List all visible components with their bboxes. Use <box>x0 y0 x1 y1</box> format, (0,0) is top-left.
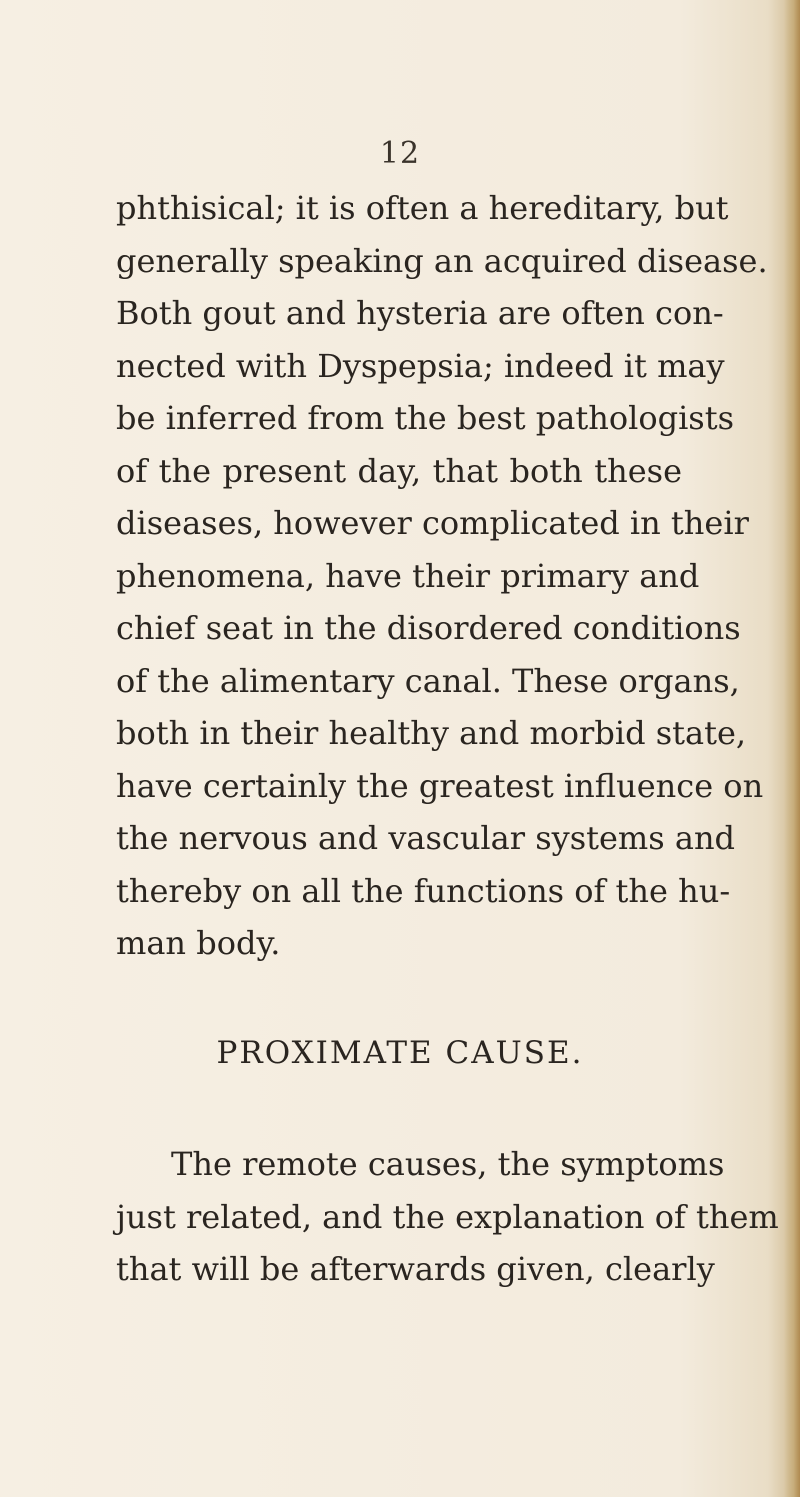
section-heading: PROXIMATE CAUSE. <box>216 1035 584 1071</box>
text-line: both in their healthy and morbid state, <box>116 714 747 752</box>
page-edge-shadow <box>784 0 800 1497</box>
text-line: of the present day, that both these <box>116 451 682 490</box>
text-line: man body. <box>116 924 281 962</box>
text-line: phthisical; it is often a hereditary, but <box>116 189 729 227</box>
text-line: that will be afterwards given, clearly <box>116 1250 715 1288</box>
text-line: just related, and the explanation of them <box>116 1197 779 1236</box>
text-line: generally speaking an acquired disease. <box>116 241 768 280</box>
text-line: be inferred from the best pathologists <box>116 399 734 437</box>
text-line: The remote causes, the symptoms <box>171 1145 725 1183</box>
text-line: phenomena, have their primary and <box>116 556 700 595</box>
text-line: have certainly the greatest influence on <box>116 766 764 805</box>
paragraph-1 <box>116 182 768 970</box>
text-line: Both gout and hysteria are often con- <box>116 294 724 332</box>
text-line: thereby on all the functions of the hu- <box>116 871 731 910</box>
text-line: nected with Dyspepsia; indeed it may <box>116 346 725 385</box>
text-line: the nervous and vascular systems and <box>116 819 736 857</box>
page-number: 12 <box>379 136 421 171</box>
paragraph-2 <box>116 1138 779 1296</box>
text-line: of the alimentary canal. These organs, <box>116 661 740 700</box>
text-line: diseases, however complicated in their <box>116 504 749 542</box>
text-line: chief seat in the disordered conditions <box>116 609 741 647</box>
